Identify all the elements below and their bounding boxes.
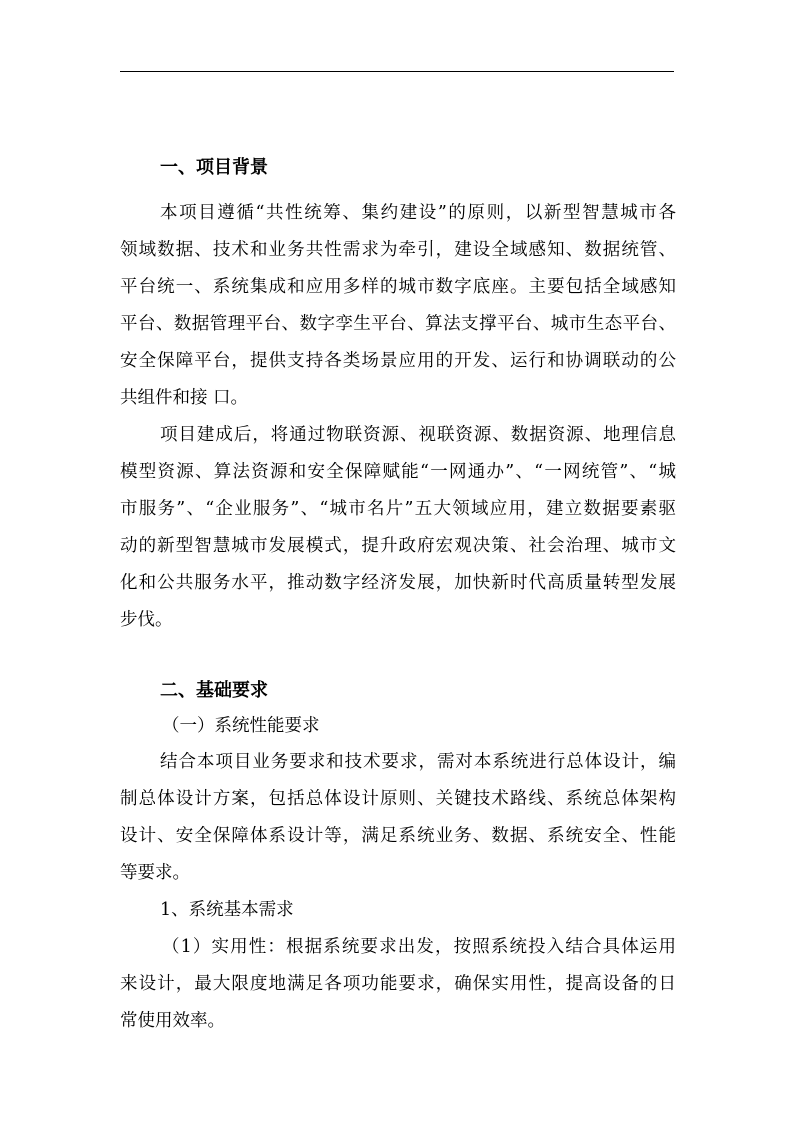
s1-p2-line: 模型资源、算法资源和安全保障赋能“一网通办”、“一网统管”、“城 (120, 462, 676, 482)
s1-p2-line: 市服务”、“企业服务”、“城市名片”五大领域应用，建立数据要素驱 (120, 499, 676, 519)
s1-p1-line: 安全保障平台，提供支持各类场景应用的开发、运行和协调联动的公 (120, 351, 676, 371)
item-1-heading: 1、系统基本需求 (160, 900, 294, 920)
item-1-line: 来设计，最大限度地满足各项功能要求，确保实用性，提高设备的日 (120, 974, 676, 994)
s2-p1-line: 设计、安全保障体系设计等，满足系统业务、数据、系统安全、性能 (120, 826, 676, 846)
s2-p1-line: 制总体设计方案，包括总体设计原则、关键技术路线、系统总体架构 (120, 789, 676, 809)
s1-p2-line: 化和公共服务水平，推动数字经济发展，加快新时代高质量转型发展 (120, 573, 676, 593)
s1-p1-line: 领域数据、技术和业务共性需求为牵引，建设全域感知、数据统管、 (120, 240, 676, 260)
section-2-heading: 二、基础要求 (160, 680, 268, 701)
section-1-heading: 一、项目背景 (160, 157, 268, 178)
header-rule (120, 71, 674, 72)
s1-p2-line: 动的新型智慧城市发展模式，提升政府宏观决策、社会治理、城市文 (120, 536, 676, 556)
item-1-line: （1）实用性：根据系统要求出发，按照系统投入结合具体运用 (162, 937, 676, 957)
s1-p2-line: 项目建成后，将通过物联资源、视联资源、数据资源、地理信息 (160, 425, 676, 445)
item-1-line: 常使用效率。 (120, 1011, 225, 1031)
s2-p1-line: 等要求。 (120, 863, 190, 883)
s1-p1-line: 平台、数据管理平台、数字孪生平台、算法支撑平台、城市生态平台、 (120, 314, 676, 334)
s1-p1-line: 平台统一、系统集成和应用多样的城市数字底座。主要包括全域感知 (120, 277, 676, 297)
s1-p1-line: 共组件和接 口。 (120, 388, 249, 408)
s2-p1-line: 结合本项目业务要求和技术要求，需对本系统进行总体设计，编 (160, 752, 676, 772)
s1-p1-line: 本项目遵循“共性统筹、集约建设”的原则，以新型智慧城市各 (160, 203, 676, 223)
section-2-subheading: （一）系统性能要求 (162, 716, 320, 736)
s1-p2-line: 步伐。 (120, 610, 173, 630)
